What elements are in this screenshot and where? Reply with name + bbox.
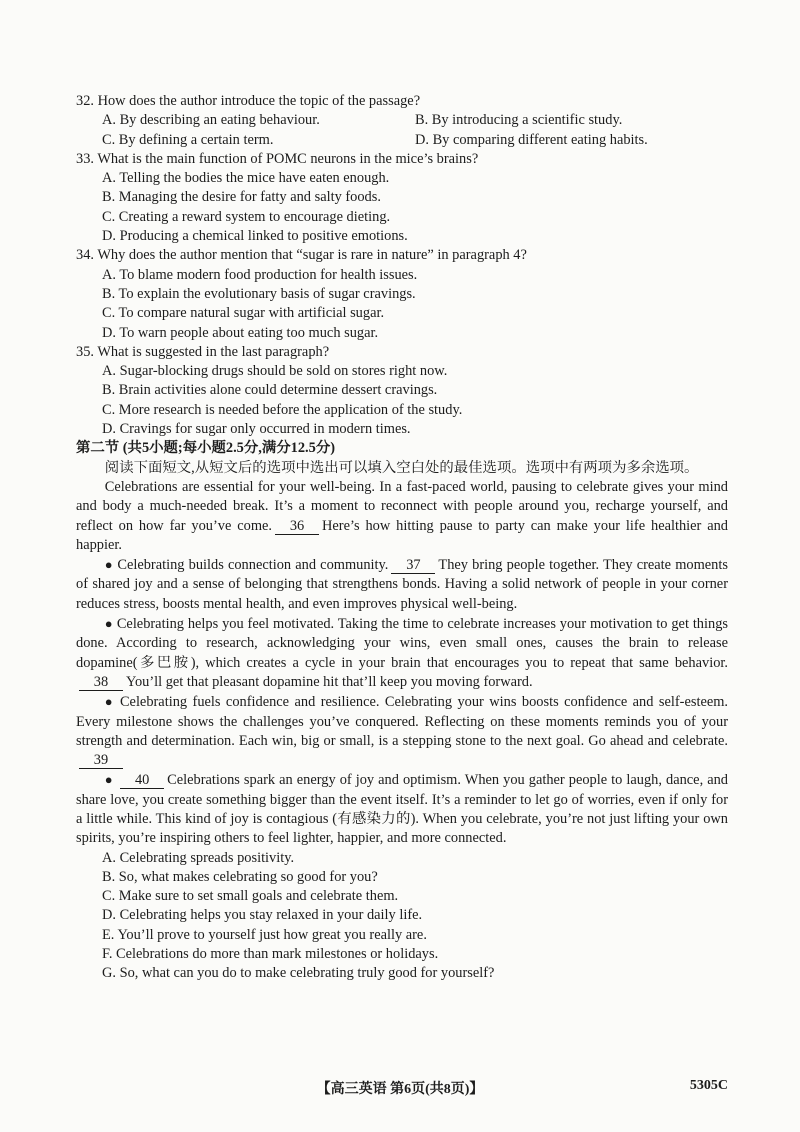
question-34-option-a: A. To blame modern food production for health issues. <box>102 266 418 283</box>
blank-36[interactable]: 36 <box>275 519 319 535</box>
blank-37[interactable]: 37 <box>391 558 435 574</box>
blank-40[interactable]: 40 <box>120 773 164 789</box>
passage-paragraph-5 <box>76 770 728 848</box>
question-32-option-a: A. By describing an eating behaviour. <box>102 112 320 129</box>
question-33-option-c: C. Creating a reward system to encourage dieting. <box>102 208 391 225</box>
question-32-option-d: D. By comparing different eating habits. <box>415 131 648 148</box>
question-35-option-b: B. Brain activities alone could determine dessert cravings. <box>102 382 438 399</box>
section-2-heading: 第二节 (共5小题;每小题2.5分,满分12.5分) <box>76 440 336 457</box>
question-35-option-d: D. Cravings for sugar only occurred in modern times. <box>102 421 411 438</box>
question-33-option-d: D. Producing a chemical linked to positive emotions. <box>102 228 408 245</box>
question-34-option-c: C. To compare natural sugar with artificial sugar. <box>102 305 385 322</box>
passage-paragraph-2 <box>76 555 728 614</box>
choice-b: B. So, what makes celebrating so good for you? <box>102 868 378 885</box>
passage-paragraph-3 <box>76 614 728 692</box>
question-34-stem: 34. Why does the author mention that “sugar is rare in nature” in paragraph 4? <box>76 247 527 264</box>
choice-g: G. So, what can you do to make celebrating truly good for yourself? <box>102 965 495 982</box>
bullet-icon: ● <box>104 616 113 632</box>
page-content <box>76 92 728 984</box>
paragraph-5-after: Celebrations spark an energy of joy and optimism. When you gather people to laugh, dance, and share love, you create something bigger than the event itself. It’s a reminder to let go of worries, even if only for a little while. This kind of joy is contagious (有感染力的). When you celebrate, you’re not just lifting your own spirits, you’re inspiring others to feel lighter, happier, and more connected. <box>76 772 728 847</box>
question-34-option-d: D. To warn people about eating too much sugar. <box>102 324 379 341</box>
question-34-option-b: B. To explain the evolutionary basis of sugar cravings. <box>102 285 416 302</box>
passage-paragraph-4 <box>76 692 728 770</box>
paragraph-1-text: Celebrations are essential for your well-being. In a fast-paced world, pausing to celebrate gives your mind and body a much-needed break. It’s a moment to reconnect with people around you, recharge yourself, and reflect on how far you’ve come. <box>76 478 728 534</box>
bullet-icon: ● <box>104 772 114 788</box>
paragraph-2-after: They bring people together. They create moments of shared joy and a sense of belonging that strengthens bonds. Having a solid network of people in your corner reduces stress, boosts mental health, and even improves physical well-being. <box>76 557 728 612</box>
choice-c: C. Make sure to set small goals and celebrate them. <box>102 888 399 905</box>
bullet-icon: ● <box>104 557 114 573</box>
paragraph-3-after: You’ll get that pleasant dopamine hit that’ll keep you moving forward. <box>126 673 533 690</box>
page-footer: 【高三英语 第6页(共8页)】 <box>316 1082 484 1097</box>
paragraph-3-text: Celebrating helps you feel motivated. Taking the time to celebrate increases your motivation to get things done. According to research, acknowledging your wins, even small ones, causes the brain to release dopamine(多巴胺), which creates a cycle in your brain that encourages you to repeat that same behavior. <box>76 616 728 671</box>
choice-e: E. You’ll prove to yourself just how great you really are. <box>102 926 427 943</box>
paragraph-1-after: Here’s how hitting pause to party can make your life healthier and happier. <box>76 517 728 553</box>
question-32-option-c: C. By defining a certain term. <box>102 131 274 148</box>
question-35-option-c: C. More research is needed before the application of the study. <box>102 401 463 418</box>
question-32-options-row-1 <box>76 111 728 130</box>
question-32-stem: 32. How does the author introduce the topic of the passage? <box>76 93 421 109</box>
paragraph-4-text: Celebrating fuels confidence and resilience. Celebrating your wins boosts confidence and self-esteem. Every milestone shows the challenges you’ve conquered. Reflecting on these moments reminds you of your strength and determination. Each win, big or small, is a stepping stone to the next goal. Go ahead and celebrate. <box>76 694 729 749</box>
choice-f: F. Celebrations do more than mark milestones or holidays. <box>102 946 439 963</box>
question-35-option-a: A. Sugar-blocking drugs should be sold on stores right now. <box>102 363 448 380</box>
paragraph-2-text: Celebrating builds connection and community. <box>117 557 389 574</box>
bullet-icon: ● <box>104 694 115 710</box>
passage-paragraph-1 <box>76 478 728 555</box>
question-33-stem: 33. What is the main function of POMC neurons in the mice’s brains? <box>76 150 479 167</box>
choice-d: D. Celebrating helps you stay relaxed in your daily life. <box>102 907 423 924</box>
paper-code: 5305C <box>689 1078 728 1093</box>
section-2-instruction: 阅读下面短文,从短文后的选项中选出可以填入空白处的最佳选项。选项中有两项为多余选项。 <box>104 459 699 476</box>
blank-39[interactable]: 39 <box>79 753 123 769</box>
question-32-options-row-2 <box>76 131 728 150</box>
blank-38[interactable]: 38 <box>79 675 123 691</box>
question-33-option-b: B. Managing the desire for fatty and salty foods. <box>102 189 381 206</box>
choice-a: A. Celebrating spreads positivity. <box>102 849 295 866</box>
question-33-option-a: A. Telling the bodies the mice have eaten enough. <box>102 170 390 187</box>
question-35-stem: 35. What is suggested in the last paragraph? <box>76 343 330 360</box>
question-32-option-b: B. By introducing a scientific study. <box>415 112 623 129</box>
